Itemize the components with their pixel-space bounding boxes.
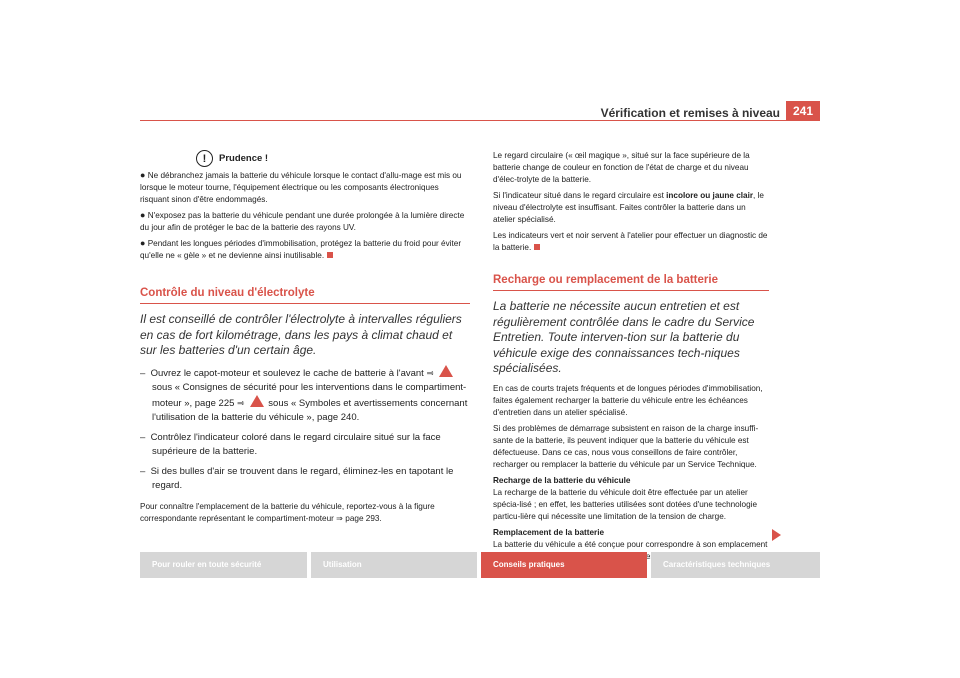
caution-heading [196,150,470,167]
paragraph: Le regard circulaire (« œil magique », situé sur la face supérieure de la batterie change de couleur en fonction de l'état de charge et du niveau d'élec-trolyte de la batterie. [493,151,750,184]
caution-item: ● Ne débranchez jamais la batterie du véhicule lorsque le contact d'allu-mage est mis ou lorsque le moteur tourne, l'équipement électrique ou les composants électroniques risquant sinon d'être endommagés. [140,170,462,204]
paragraph: La recharge de la batterie du véhicule doit être effectuée par un atelier spécia-lisé ; en effet, les batteries utilisées sont dotées d'une technologie particu-lière qui nécessite une limitation de la tension de charge. [493,487,758,521]
footer-tab-safety[interactable]: Pour rouler en toute sécurité [140,552,307,578]
footer-tab-technical-specs[interactable]: Caractéristiques techniques [651,552,820,578]
bullet-icon: ● [140,170,146,180]
section-rule [140,303,470,304]
warning-triangle-icon [439,365,453,377]
section-title: Contrôle du niveau d'électrolyte [140,287,315,299]
subheading: Remplacement de la batterie [493,527,605,537]
paragraph: En cas de courts trajets fréquents et de longues périodes d'immobilisation, faites également recharger la batterie du véhicule entre les échéances d'entretien dans un atelier spécialisé. [493,383,763,417]
paragraph: Les indicateurs vert et noir servent à l'atelier pour effectuer un diagnostic de la batterie. [493,231,768,252]
end-mark-icon [534,244,540,250]
caution-item: ● Pendant les longues périodes d'immobilisation, protégez la batterie du froid pour éviter qu'elle ne « gèle » et ne devienne ainsi inutilisable. [140,238,462,260]
subheading: Recharge de la batterie du véhicule [493,475,631,485]
warning-triangle-icon [250,395,264,407]
section-lead: La batterie ne nécessite aucun entretien et est régulièrement contrôlée dans le cadre du Service Entretien. Toute interven-tion sur la batterie du véhicule exige des connaissances tech-niques spécialisées. [493,299,755,375]
section-note: Pour connaître l'emplacement de la batterie du véhicule, reportez-vous à la figure correspondante représentant le compartiment-moteur ⇒ page 293. [140,501,435,523]
bullet-icon: ● [140,210,146,220]
section-lead: Il est conseillé de contrôler l'électrolyte à intervalles réguliers en cas de fort kilométrage, dans les pays à climat chaud et sur les batteries d'un certain âge. [140,312,462,357]
header-rule [140,120,820,121]
caution-title: Prudence ! [219,152,269,164]
step-item: – Si des bulles d'air se trouvent dans le regard, éliminez-les en tapotant le regard. [140,465,454,491]
right-column [493,150,769,567]
continue-arrow-icon [772,529,781,541]
footer-tab-practical-tips[interactable]: Conseils pratiques [481,552,647,578]
running-header: Vérification et remises à niveau [600,106,780,120]
footer-tab-usage[interactable]: Utilisation [311,552,477,578]
end-mark-icon [327,252,333,258]
step-item: – Contrôlez l'indicateur coloré dans le regard circulaire situé sur la face supérieure de la batterie. [140,431,441,457]
bullet-icon: ● [140,238,146,248]
caution-item: ● N'exposez pas la batterie du véhicule pendant une durée prolongée à la lumière directe du jour afin de protéger le bac de la batterie des rayons UV. [140,210,465,232]
paragraph: La batterie du véhicule a été conçue pour correspondre à son emplacement [493,539,768,549]
paragraph: Si l'indicateur situé dans le regard circulaire est incolore ou jaune clair, le niveau d'électrolyte est insuffisant. Faites contrôler la batterie dans un atelier spécialisé. [493,191,764,224]
section-title: Recharge ou remplacement de la batterie [493,274,718,286]
page-number: 241 [786,101,820,121]
left-column [140,150,470,529]
paragraph: Si des problèmes de démarrage subsistent en raison de la charge insuffi-sante de la batterie, ils peuvent indiquer que la batterie du véhicule est défectueuse. Dans ce cas, nous vous conseillons de faire contrôler, recharger ou remplacer la batterie du véhicule par un Service Technique. [493,423,759,469]
section-rule [493,290,769,291]
step-item: – Ouvrez le capot-moteur et soulevez le cache de batterie à l'avant ⇒ ! sous « Consignes de sécurité pour les interventions dans le compartiment-moteur », page 225 ⇒ ! sous « Symboles et avertissements concernant l'utilisation de la batterie du véhicule », page 240. [140,365,470,425]
caution-icon: ! [196,150,213,167]
